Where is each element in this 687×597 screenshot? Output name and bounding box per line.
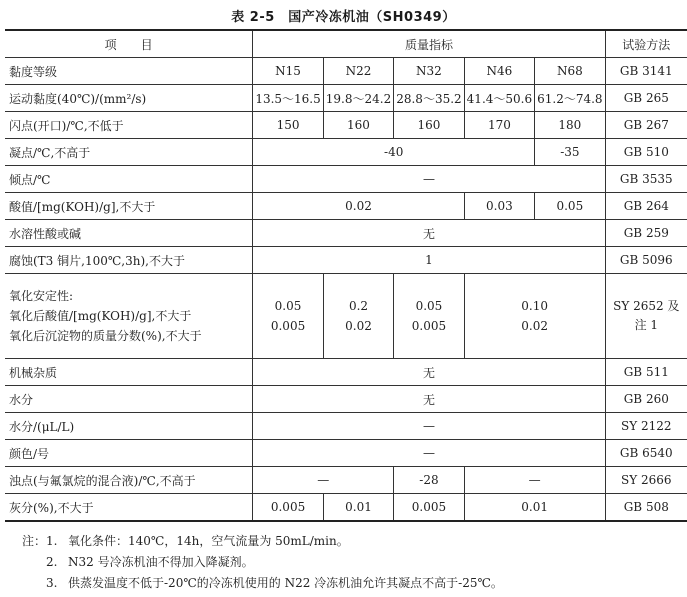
table-row xyxy=(5,193,687,220)
table-row xyxy=(5,139,687,166)
cell-value-line: 0.05 xyxy=(274,299,302,313)
cell-value-line: 0.10 xyxy=(521,299,548,313)
row-label xyxy=(5,274,253,359)
cell-method: GB 6540 xyxy=(605,440,687,467)
cell-value-line: 0.005 xyxy=(411,319,447,333)
note-prefix: 注： xyxy=(22,534,47,548)
table-notes xyxy=(22,531,682,594)
cell-value: N15 xyxy=(253,58,323,85)
note-item xyxy=(22,573,682,594)
cell-value: 160 xyxy=(394,112,464,139)
cell-value xyxy=(394,274,464,359)
row-label: 水溶性酸或碱 xyxy=(5,220,253,247)
note-text: 供蒸发温度不低于-20℃的冷冻机使用的 N22 冷冻机油允许其凝点不高于-25℃。 xyxy=(68,576,503,590)
row-label: 水分/(μL/L) xyxy=(5,413,253,440)
cell-value: 19.8～24.2 xyxy=(323,85,393,112)
cell-value: -28 xyxy=(394,467,464,494)
cell-value-line: 0.02 xyxy=(345,319,372,333)
cell-value-line: 0.2 xyxy=(348,299,369,313)
table-row-oxidation xyxy=(5,274,687,359)
cell-value: 180 xyxy=(535,112,605,139)
cell-value: 1 xyxy=(253,247,605,274)
table-row xyxy=(5,85,687,112)
cell-value: 无 xyxy=(253,220,605,247)
row-label: 浊点(与氟氯烷的混合液)/℃,不高于 xyxy=(5,467,253,494)
cell-method: GB 267 xyxy=(605,112,687,139)
cell-value-line: 0.005 xyxy=(270,319,306,333)
cell-value: N46 xyxy=(464,58,534,85)
row-label: 倾点/℃ xyxy=(5,166,253,193)
cell-value-line: 0.02 xyxy=(521,319,548,333)
cell-method: SY 2652 及注 1 xyxy=(605,274,687,359)
note-text: 氧化条件：140℃，14h，空气流量为 50mL/min。 xyxy=(68,534,349,548)
cell-value: N22 xyxy=(323,58,393,85)
table-row xyxy=(5,440,687,467)
header-item: 项 目 xyxy=(5,30,253,58)
cell-value: 0.01 xyxy=(323,494,393,522)
cell-value: 0.005 xyxy=(253,494,323,522)
cell-value: 无 xyxy=(253,386,605,413)
cell-value: -35 xyxy=(535,139,605,166)
header-method: 试验方法 xyxy=(605,30,687,58)
cell-value: 0.05 xyxy=(535,193,605,220)
cell-method: GB 508 xyxy=(605,494,687,522)
cell-method: GB 259 xyxy=(605,220,687,247)
note-text: N32 号冷冻机油不得加入降凝剂。 xyxy=(68,555,254,569)
cell-value xyxy=(253,274,323,359)
cell-value: 150 xyxy=(253,112,323,139)
cell-value: 170 xyxy=(464,112,534,139)
cell-method: GB 510 xyxy=(605,139,687,166)
note-item xyxy=(22,531,682,552)
cell-value-line: 0.05 xyxy=(415,299,443,313)
row-label: 水分 xyxy=(5,386,253,413)
row-label-line: 氧化后酸值/[mg(KOH)/g],不大于 xyxy=(9,309,192,323)
cell-method: GB 3535 xyxy=(605,166,687,193)
note-number: 2. xyxy=(46,555,58,569)
cell-value: — xyxy=(464,467,605,494)
cell-method: GB 265 xyxy=(605,85,687,112)
row-label-line: 氧化安定性: xyxy=(9,289,74,303)
table-row xyxy=(5,247,687,274)
cell-value: 0.005 xyxy=(394,494,464,522)
cell-value: N32 xyxy=(394,58,464,85)
table-row xyxy=(5,413,687,440)
cell-value: 0.02 xyxy=(253,193,464,220)
cell-value: — xyxy=(253,413,605,440)
row-label: 凝点/℃,不高于 xyxy=(5,139,253,166)
cell-value xyxy=(464,274,605,359)
table-row xyxy=(5,467,687,494)
row-label: 腐蚀(T3 铜片,100℃,3h),不大于 xyxy=(5,247,253,274)
cell-value: — xyxy=(253,440,605,467)
cell-value: 28.8～35.2 xyxy=(394,85,464,112)
cell-method: GB 511 xyxy=(605,359,687,386)
row-label: 酸值/[mg(KOH)/g],不大于 xyxy=(5,193,253,220)
table-title: 表 2-5 国产冷冻机油（SH0349） xyxy=(231,10,456,25)
row-label: 闪点(开口)/℃,不低于 xyxy=(5,112,253,139)
row-label: 颜色/号 xyxy=(5,440,253,467)
spec-table xyxy=(5,29,687,522)
table-row xyxy=(5,58,687,85)
cell-value: 13.5～16.5 xyxy=(253,85,323,112)
table-row xyxy=(5,386,687,413)
table-row xyxy=(5,494,687,522)
cell-value: 0.01 xyxy=(464,494,605,522)
cell-method: GB 3141 xyxy=(605,58,687,85)
row-label-line: 氧化后沉淀物的质量分数(%),不大于 xyxy=(9,329,202,343)
cell-value: -40 xyxy=(253,139,535,166)
table-row xyxy=(5,220,687,247)
note-number: 3. xyxy=(46,576,58,590)
cell-value: 61.2～74.8 xyxy=(535,85,605,112)
cell-value: — xyxy=(253,166,605,193)
cell-method: GB 260 xyxy=(605,386,687,413)
table-row xyxy=(5,112,687,139)
table-header-row xyxy=(5,30,687,58)
note-number: 1. xyxy=(46,534,58,548)
cell-method: SY 2666 xyxy=(605,467,687,494)
cell-method: GB 264 xyxy=(605,193,687,220)
row-label: 机械杂质 xyxy=(5,359,253,386)
note-item xyxy=(22,552,682,573)
table-row xyxy=(5,166,687,193)
cell-value: 41.4～50.6 xyxy=(464,85,534,112)
cell-value: — xyxy=(253,467,394,494)
cell-value: 无 xyxy=(253,359,605,386)
row-label: 运动黏度(40℃)/(mm²/s) xyxy=(5,85,253,112)
row-label: 灰分(%),不大于 xyxy=(5,494,253,522)
table-row xyxy=(5,359,687,386)
cell-method: GB 5096 xyxy=(605,247,687,274)
cell-value: 0.03 xyxy=(464,193,534,220)
cell-value xyxy=(323,274,393,359)
cell-value: 160 xyxy=(323,112,393,139)
cell-value: N68 xyxy=(535,58,605,85)
row-label: 黏度等级 xyxy=(5,58,253,85)
header-quality: 质量指标 xyxy=(253,30,605,58)
cell-method: SY 2122 xyxy=(605,413,687,440)
